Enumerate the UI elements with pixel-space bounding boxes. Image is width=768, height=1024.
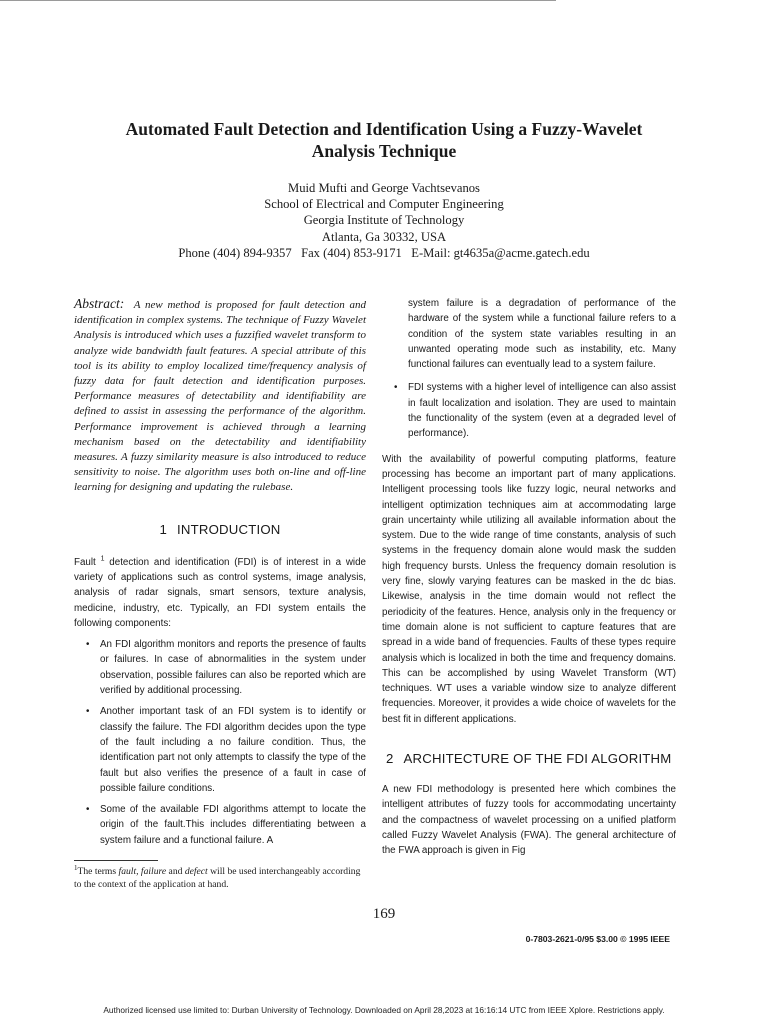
footnote-text: will be used interchangeably according to the context of the application at hand. bbox=[74, 865, 361, 890]
wavelet-paragraph: With the availability of powerful computing platforms, feature processing has become an important part of many applications. Intelligent processing tools like fuzzy logic, neural networks and intelligent optimization techniques aim at accommodating large grain uncertainty while utilizing all available information about the system. Due to the wide range of time constants, analysis of such systems in the frequency domain alone would mask the sudden high frequency bursts. Unless the frequency domain resolution is very fine, slowly varying features can be masked in the dc bias. Likewise, analysis in the time domain would not reflect the periodicity of the features. Hence, analysis only in the frequency or time domain alone is not sufficient to capture features that are spread in a wide band of frequencies. Faults of these types require analysis which is localized in both the time and frequency domains. This can be accomplished by using Wavelet Transform (WT) techniques. WT uses a variable window size to analyze different frequencies. Moreover, it provides a wide choice of wavelets for the best fit in different applications. bbox=[382, 453, 676, 725]
abstract-label: Abstract: bbox=[74, 296, 125, 311]
institution: Georgia Institute of Technology bbox=[303, 213, 465, 228]
authors: Muid Mufti and George Vachtsevanos bbox=[288, 181, 480, 195]
list-item: • FDI systems with a higher level of intelligence can also assist in fault localization and isolation. They are used to maintain the functionality of the system (even at a degraded level of performance). bbox=[392, 380, 676, 441]
footnote-ref[interactable]: 1 bbox=[100, 555, 105, 563]
list-item: • Another important task of an FDI system is to identify or classify the failure. The FDI algorithm decides upon the type of the fault including a no failure condition. Thus, the identification part not only attempts to classify the type of the fault but also verifies the presence of a fault in case of possible failure conditions. bbox=[84, 704, 366, 796]
architecture-paragraph: A new FDI methodology is presented here which combines the intelligent attributes of fuzzy tools for accommodating uncertainty and the compactness of wavelet processing on a unified platform called Fuzzy Wavelet Analysis (FWA). The general architecture of the FWA approach is given in Fig bbox=[382, 784, 676, 857]
abstract bbox=[74, 296, 366, 496]
intro-text-start: Fault bbox=[74, 556, 96, 568]
paper-title bbox=[40, 118, 728, 162]
title-line-2: Analysis Technique bbox=[311, 141, 457, 161]
list-item: • Some of the available FDI algorithms attempt to locate the origin of the fault.This includes differentiating between a system failure and a functional failure. A bbox=[84, 802, 366, 848]
section-1-title: INTRODUCTION bbox=[177, 521, 281, 537]
fdi-extra-list bbox=[382, 380, 676, 441]
intro-text-rest: detection and identification (FDI) is of interest in a wide variety of applications such as control systems, image analysis, analysis of radar signals, smart sensors, texture analysis, medicine, industry, etc. Typically, an FDI system entails the following components: bbox=[74, 556, 366, 629]
section-2-heading bbox=[386, 751, 676, 766]
copyright-notice: 0-7803-2621-0/95 $3.00 © 1995 IEEE bbox=[525, 934, 670, 944]
footnote-text: and bbox=[166, 865, 185, 877]
section-2-body bbox=[382, 782, 676, 858]
list-item: • An FDI algorithm monitors and reports the presence of faults or failures. In case of abnormalities in the system under observation, possible failures can also be reported which are verified by additional processing. bbox=[84, 637, 366, 698]
author-block bbox=[40, 180, 728, 261]
right-column-body bbox=[382, 296, 676, 727]
section-1-body bbox=[74, 555, 366, 848]
footnote-divider bbox=[74, 860, 158, 861]
top-rule bbox=[0, 0, 556, 1]
contact-line: Phone (404) 894-9357 Fax (404) 853-9171 E-Mail: gt4635a@acme.gatech.edu bbox=[178, 245, 590, 260]
section-1-heading bbox=[74, 522, 366, 537]
section-2-title: ARCHITECTURE OF THE FDI ALGORITHM bbox=[403, 751, 672, 767]
fdi-components-list bbox=[74, 637, 366, 848]
continued-bullet-text: system failure is a degradation of performance of the hardware of the system while a functional failure refers to a condition of the system state variables resulting in an unwanted operating mode such as instability, etc. Many functional failures can eventually lead to a system failure. bbox=[408, 298, 676, 371]
title-line-1: Automated Fault Detection and Identification Using a Fuzzy-Wavelet bbox=[125, 119, 643, 139]
license-banner: Authorized licensed use limited to: Durban University of Technology. Downloaded on April 28,2023 at 16:16:14 UTC from IEEE Xplore. Restrictions apply. bbox=[103, 1005, 665, 1015]
footnote-term: defect bbox=[184, 865, 208, 877]
location: Atlanta, Ga 30332, USA bbox=[321, 229, 447, 244]
section-1-number: 1 bbox=[159, 521, 168, 537]
page-number: 169 bbox=[372, 906, 396, 922]
footnote bbox=[74, 865, 366, 891]
abstract-text: A new method is proposed for fault detection and identification in complex systems. The technique of Fuzzy Wavelet Analysis is introduced which uses a fuzzified wavelet transform to analyze wide bandwidth fault features. A special attribute of this tool is its ability to employ localized time/frequency analysis of fuzzy data for fault detection and identification purposes. Performance measures of detectability and identifiability are defined to assist in assessing the performance of the algorithm. Performance improvement is achieved through a learning mechanism based on the detectability and identifiability measures. A fuzzy similarity measure is also introduced to reduce sensitivity to noise. The algorithm uses both on-line and off-line learning for designing and updating the rulebase. bbox=[74, 299, 366, 494]
section-2-number: 2 bbox=[386, 751, 394, 767]
left-column bbox=[74, 296, 366, 891]
footnote-marker: 1 bbox=[74, 863, 78, 872]
intro-paragraph bbox=[74, 555, 366, 631]
affiliation: School of Electrical and Computer Engineering bbox=[264, 197, 504, 212]
footnote-term: fault, failure bbox=[118, 865, 167, 877]
right-column bbox=[382, 296, 676, 859]
footnote-text: The terms bbox=[77, 865, 119, 877]
